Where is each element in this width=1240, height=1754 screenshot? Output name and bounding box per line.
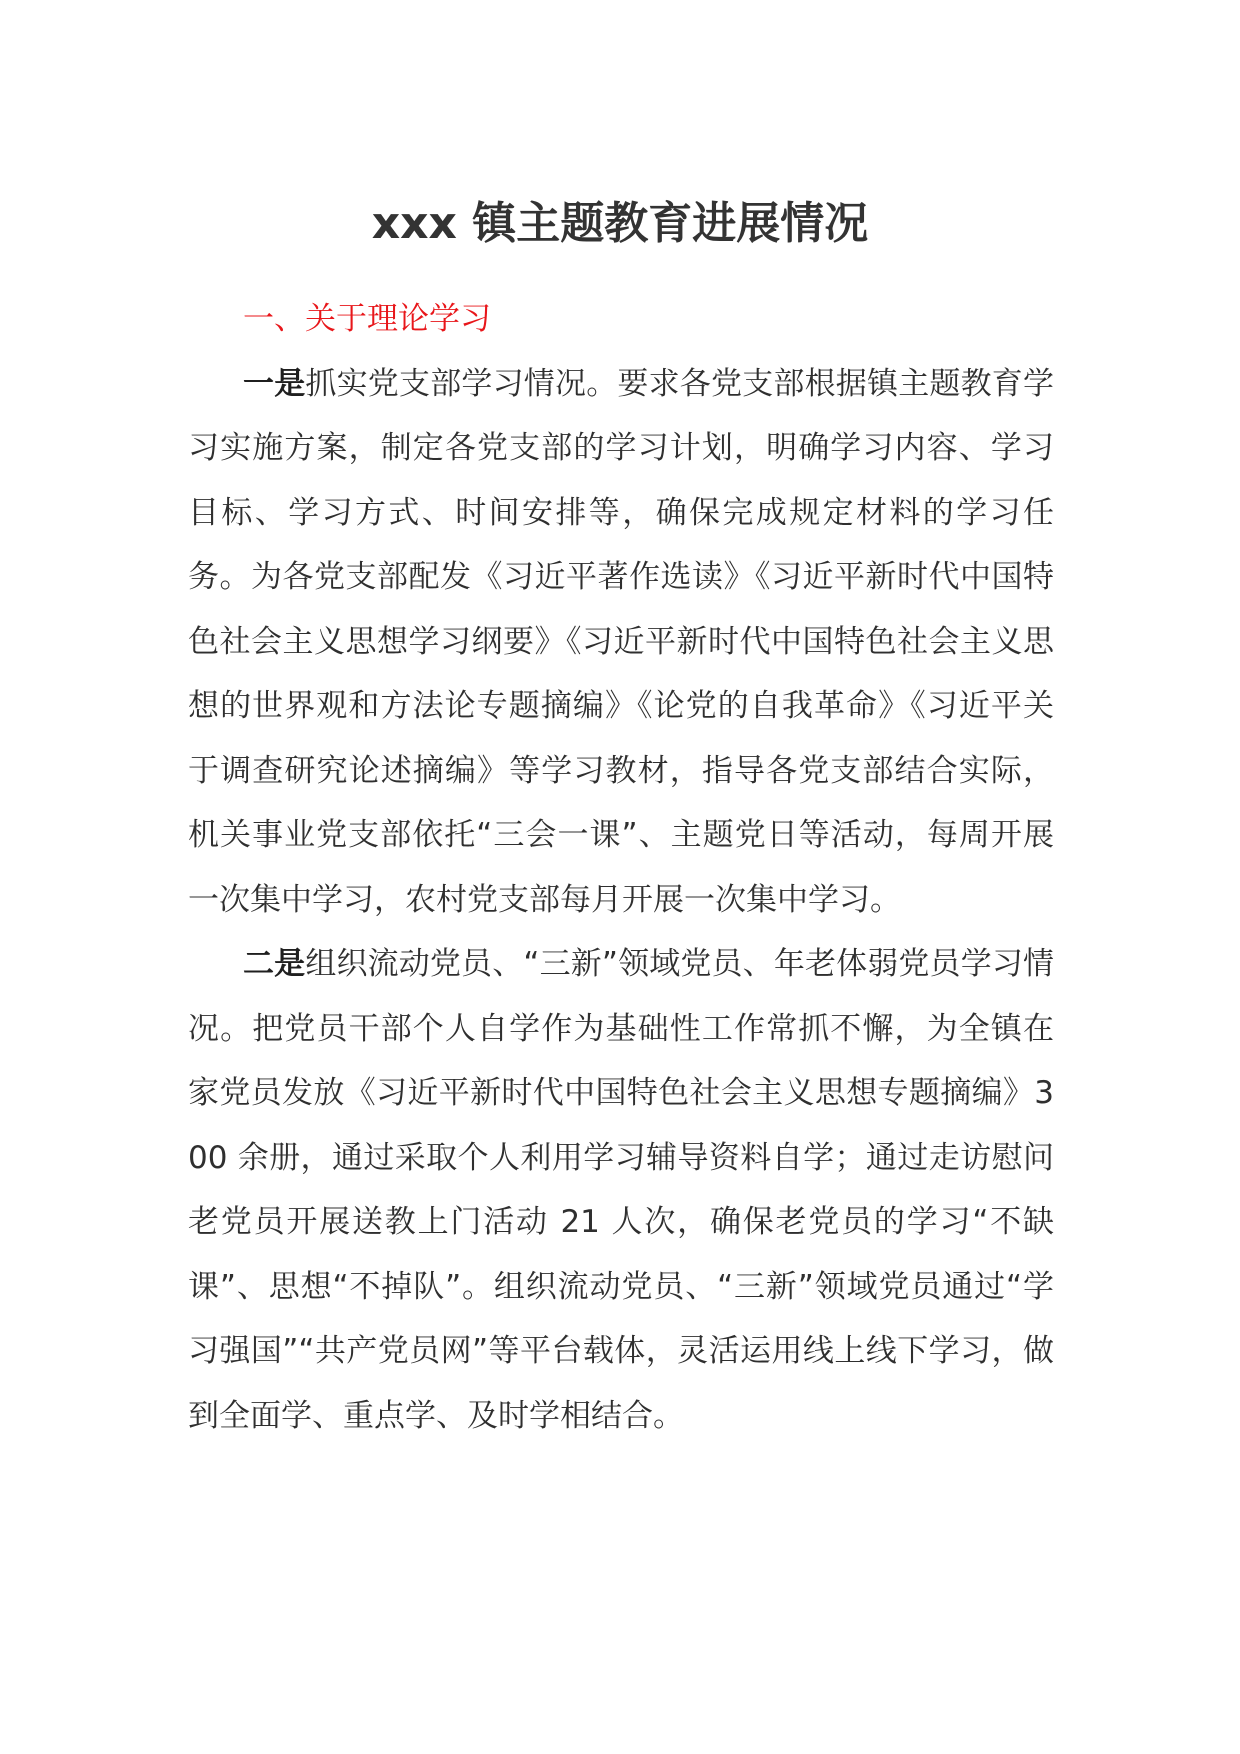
page-title: xxx 镇主题教育进展情况	[371, 198, 869, 249]
paragraph-lead: 二是	[243, 946, 306, 982]
section-heading-theory-study: 一、关于理论学习	[243, 301, 491, 337]
paragraph-mobile-members-study	[188, 932, 1054, 1448]
paragraph-lead: 一是	[243, 365, 306, 402]
paragraph-text: 组织流动党员、“三新”领域党员、年老体弱党员学习情况。把党员干部个人自学作为基础性工作常抓不懈，为全镇在家党员发放《习近平新时代中国特色社会主义思想专题摘编》300 余册，通过采取个人利用学习辅导资料自学；通过走访慰问老党员开展送教上门活动 21 人次，确保老党员的学习“不缺课”、思想“不掉队”。组织流动党员、“三新”领域党员通过“学习强国”“共产党员网”等平台载体，灵活运用线上线下学习，做到全面学、重点学、及时学相结合。	[188, 946, 1055, 1434]
document-body	[188, 287, 1054, 1448]
paragraph-text: 抓实党支部学习情况。要求各党支部根据镇主题教育学习实施方案，制定各党支部的学习计划，明确学习内容、学习目标、学习方式、时间安排等，确保完成规定材料的学习任务。为各党支部配发《习近平著作选读》《习近平新时代中国特色社会主义思想学习纲要》《习近平新时代中国特色社会主义思想的世界观和方法论专题摘编》《论党的自我革命》《习近平关于调查研究论述摘编》等学习教材，指导各党支部结合实际，机关事业党支部依托“三会一课”、主题党日等活动，每周开展一次集中学习，农村党支部每月开展一次集中学习。	[188, 365, 1055, 918]
paragraph-party-branch-study	[188, 352, 1054, 933]
